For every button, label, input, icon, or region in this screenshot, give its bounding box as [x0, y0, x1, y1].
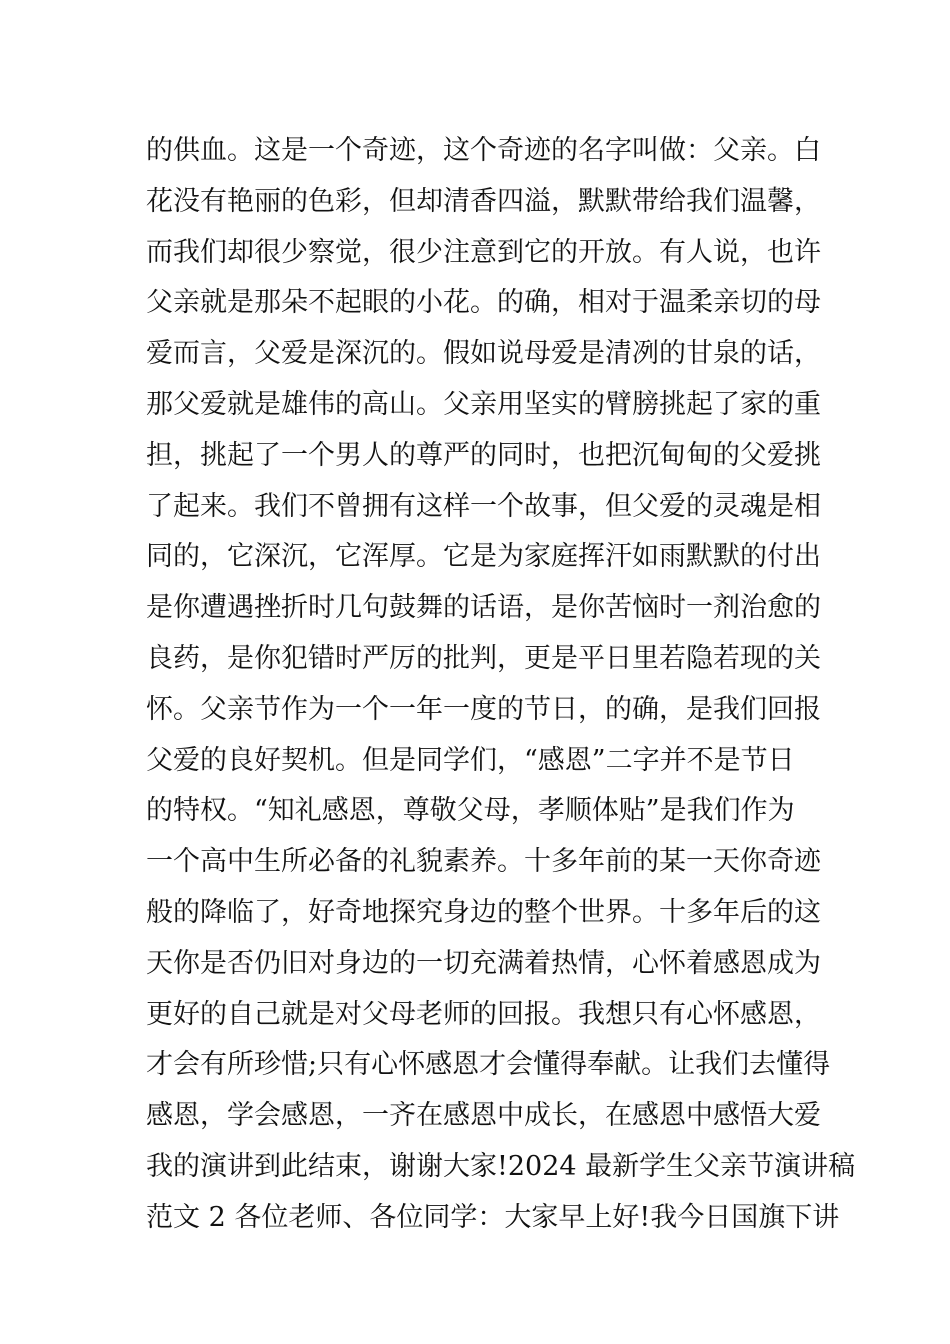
text-line: 我的演讲到此结束，谢谢大家!2024 最新学生父亲节演讲稿: [146, 1150, 856, 1182]
text-line: 天你是否仍旧对身边的一切充满着热情，心怀着感恩成为: [146, 947, 821, 979]
text-line: 范文 2 各位老师、各位同学：大家早上好!我今日国旗下讲: [146, 1201, 840, 1233]
text-line: 才会有所珍惜;只有心怀感恩才会懂得奉献。让我们去懂得: [146, 1049, 831, 1081]
text-line: 爱而言，父爱是深沉的。假如说母爱是清冽的甘泉的话，: [146, 338, 821, 370]
text-line: 而我们却很少察觉，很少注意到它的开放。有人说，也许: [146, 236, 821, 268]
text-line: 的供血。这是一个奇迹，这个奇迹的名字叫做：父亲。白: [146, 135, 821, 166]
text-line: 担，挑起了一个男人的尊严的同时，也把沉甸甸的父爱挑: [146, 439, 821, 471]
text-line: 感恩，学会感恩，一齐在感恩中成长，在感恩中感悟大爱: [146, 1100, 821, 1132]
text-line: 父爱的良好契机。但是同学们，“感恩”二字并不是节日: [146, 744, 795, 776]
text-line: 良药，是你犯错时严厉的批判，更是平日里若隐若现的关: [146, 642, 821, 674]
text-line: 父亲就是那朵不起眼的小花。的确，相对于温柔亲切的母: [146, 287, 821, 319]
text-line: 般的降临了，好奇地探究身边的整个世界。十多年后的这: [146, 896, 821, 928]
text-line: 那父爱就是雄伟的高山。父亲用坚实的臂膀挑起了家的重: [146, 388, 821, 420]
text-line: 花没有艳丽的色彩，但却清香四溢，默默带给我们温馨，: [146, 185, 821, 217]
text-line: 了起来。我们不曾拥有这样一个故事，但父爱的灵魂是相: [146, 490, 821, 522]
text-line: 更好的自己就是对父母老师的回报。我想只有心怀感恩，: [146, 998, 821, 1030]
text-line: 一个高中生所必备的礼貌素养。十多年前的某一天你奇迹: [146, 846, 821, 878]
text-line: 的特权。“知礼感恩，尊敬父母，孝顺体贴”是我们作为: [146, 795, 795, 827]
text-line: 是你遭遇挫折时几句鼓舞的话语，是你苦恼时一剂治愈的: [146, 592, 821, 624]
text-line: 怀。父亲节作为一个一年一度的节日，的确，是我们回报: [146, 693, 821, 725]
body-text: [146, 126, 856, 1244]
text-line: 同的，它深沉，它浑厚。它是为家庭挥汗如雨默默的付出: [146, 541, 821, 573]
